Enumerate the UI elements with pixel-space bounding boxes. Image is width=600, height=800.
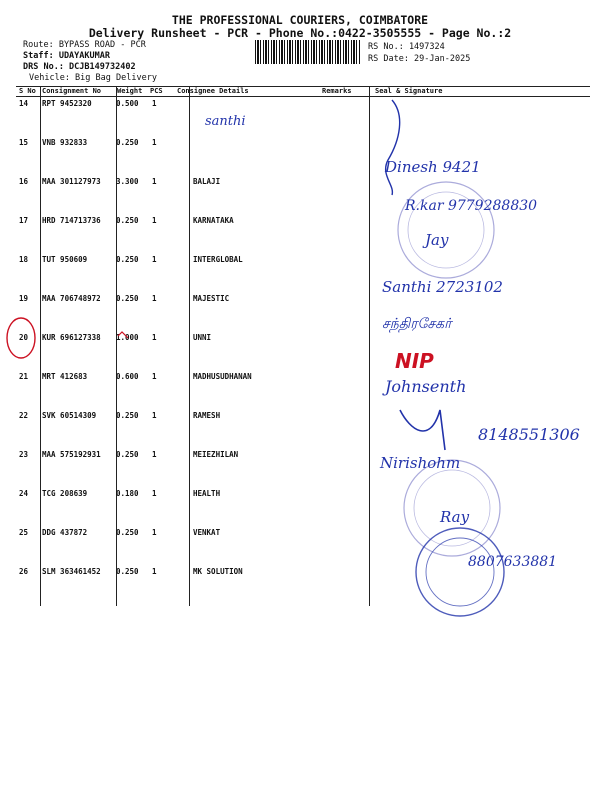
cell-pcs: 1 — [152, 177, 157, 186]
cell-consignee: UNNI — [193, 333, 212, 342]
table-row — [0, 372, 600, 386]
handwritten-note: santhi — [205, 114, 246, 129]
cell-consignment: KUR 696127338 — [42, 333, 101, 342]
table-row — [0, 528, 600, 542]
signature: R.kar 9779288830 — [405, 198, 538, 214]
cell-pcs: 1 — [152, 450, 157, 459]
cell-weight: 0.250 — [116, 567, 139, 576]
col-header-consignee: Consignee Details — [177, 87, 249, 95]
cell-weight: 1.000 — [116, 333, 139, 342]
cell-sno: 15 — [19, 138, 29, 147]
cell-consignment: TCG 208639 — [42, 489, 88, 498]
col-header-weight: Weight — [117, 87, 143, 95]
cell-sno: 24 — [19, 489, 29, 498]
signature: 8807633881 — [468, 554, 558, 570]
signature: Nirishohm — [380, 454, 461, 472]
cell-consignee: RAMESH — [193, 411, 221, 420]
cell-consignee: MAJESTIC — [193, 294, 230, 303]
cell-pcs: 1 — [152, 294, 157, 303]
cell-pcs: 1 — [152, 255, 157, 264]
cell-weight: 0.600 — [116, 372, 139, 381]
table-row — [0, 567, 600, 581]
cell-weight: 0.250 — [116, 411, 139, 420]
signature: Dinesh 9421 — [385, 158, 481, 176]
signature: Jay — [425, 231, 449, 249]
cell-sno: 25 — [19, 528, 29, 537]
cell-sno: 19 — [19, 294, 29, 303]
table-row — [0, 411, 600, 425]
cell-consignment: DDG 437872 — [42, 528, 88, 537]
cell-sno: 23 — [19, 450, 29, 459]
table-row — [0, 450, 600, 464]
rs-date: RS Date: 29-Jan-2025 — [368, 54, 471, 64]
cell-consignment: VNB 932833 — [42, 138, 88, 147]
cell-weight: 3.300 — [116, 177, 139, 186]
cell-sno: 22 — [19, 411, 29, 420]
cell-weight: 0.250 — [116, 255, 139, 264]
cell-consignment: RPT 9452320 — [42, 99, 92, 108]
vehicle: Vehicle: Big Bag Delivery — [29, 73, 157, 83]
col-header-consignment: Consignment No — [42, 87, 102, 95]
cell-pcs: 1 — [152, 567, 157, 576]
cell-weight: 0.250 — [116, 528, 139, 537]
rs-number: RS No.: 1497324 — [368, 42, 445, 52]
table-row — [0, 99, 600, 113]
signature: Ray — [440, 508, 470, 526]
cell-consignment: TUT 950609 — [42, 255, 88, 264]
cell-consignment: MAA 706748972 — [42, 294, 101, 303]
cell-weight: 0.250 — [116, 450, 139, 459]
sheet-title: Delivery Runsheet - PCR - Phone No.:0422-3505555 - Page No.:2 — [88, 26, 512, 40]
cell-sno: 16 — [19, 177, 29, 186]
cell-consignment: MAA 575192931 — [42, 450, 101, 459]
table-header-rule — [16, 96, 590, 97]
col-header-remarks: Remarks — [322, 87, 352, 95]
col-header-pcs: PCS — [150, 87, 163, 95]
cell-pcs: 1 — [152, 333, 157, 342]
cell-sno: 20 — [19, 333, 29, 342]
cell-weight: 0.250 — [116, 216, 139, 225]
cell-weight: 0.250 — [116, 138, 139, 147]
cell-sno: 26 — [19, 567, 29, 576]
cell-weight: 0.500 — [116, 99, 139, 108]
table-row — [0, 489, 600, 503]
company-name: THE PROFESSIONAL COURIERS, COIMBATORE — [171, 13, 429, 27]
cell-consignee: MK SOLUTION — [193, 567, 243, 576]
cell-consignment: MAA 301127973 — [42, 177, 101, 186]
cell-sno: 21 — [19, 372, 29, 381]
cell-weight: 0.180 — [116, 489, 139, 498]
cell-consignee: MADHUSUDHANAN — [193, 372, 252, 381]
cell-pcs: 1 — [152, 99, 157, 108]
cell-consignment: HRD 714713736 — [42, 216, 101, 225]
table-row — [0, 333, 600, 347]
drs-number: DRS No.: DCJB149732402 — [23, 62, 136, 72]
cell-weight: 0.250 — [116, 294, 139, 303]
cell-consignee: HEALTH — [193, 489, 221, 498]
route: Route: BYPASS ROAD - PCR — [23, 40, 146, 50]
signature: Johnsenth — [385, 377, 467, 396]
cell-pcs: 1 — [152, 489, 157, 498]
cell-sno: 14 — [19, 99, 29, 108]
cell-pcs: 1 — [152, 216, 157, 225]
cell-consignee: KARNATAKA — [193, 216, 234, 225]
table-row — [0, 255, 600, 269]
barcode — [255, 40, 361, 64]
table-row — [0, 216, 600, 230]
cell-sno: 18 — [19, 255, 29, 264]
cell-consignment: SVK 60514309 — [42, 411, 97, 420]
table-top-rule — [16, 86, 590, 87]
table-row — [0, 138, 600, 152]
cell-pcs: 1 — [152, 528, 157, 537]
cell-consignee: BALAJI — [193, 177, 221, 186]
cell-consignee: INTERGLOBAL — [193, 255, 243, 264]
col-header-seal: Seal & Signature — [375, 87, 443, 95]
cell-pcs: 1 — [152, 411, 157, 420]
signature: 8148551306 — [478, 425, 580, 444]
cell-consignment: MRT 412683 — [42, 372, 88, 381]
col-header-sno: S No — [19, 87, 36, 95]
cell-consignment: SLM 363461452 — [42, 567, 101, 576]
table-row — [0, 294, 600, 308]
cell-pcs: 1 — [152, 138, 157, 147]
cell-pcs: 1 — [152, 372, 157, 381]
staff: Staff: UDAYAKUMAR — [23, 51, 110, 61]
table-row — [0, 177, 600, 191]
cell-consignee: VENKAT — [193, 528, 221, 537]
cell-sno: 17 — [19, 216, 29, 225]
cell-consignee: MEIEZHILAN — [193, 450, 239, 459]
signature: Santhi 2723102 — [382, 278, 503, 296]
signature: சந்திரசேகர் — [382, 316, 452, 332]
remark-nip: NIP — [395, 349, 434, 373]
